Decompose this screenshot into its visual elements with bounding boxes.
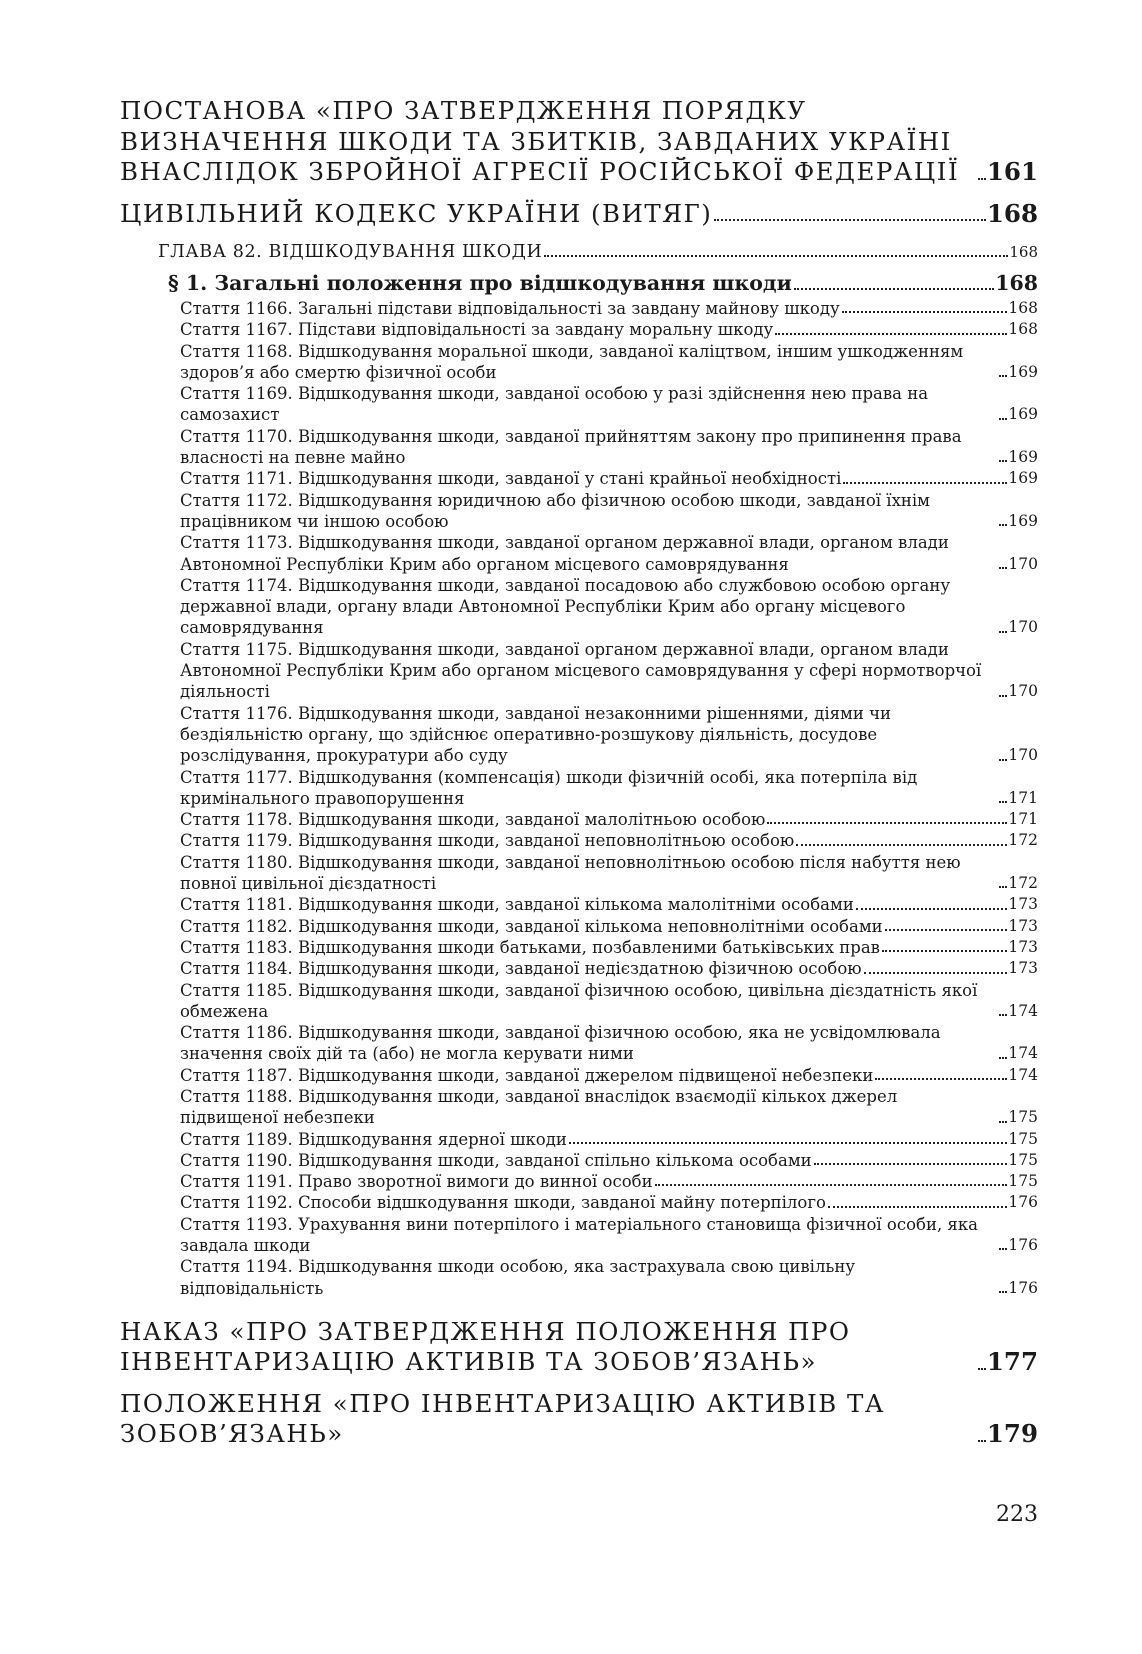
dot-leader	[999, 1056, 1007, 1059]
toc-entry-page: 169	[1008, 362, 1038, 381]
toc-entry-title: Стаття 1178. Відшкодування шкоди, завданої малолітньою особою	[180, 810, 766, 830]
toc-entry-regulation[interactable]	[120, 1389, 1038, 1450]
toc-entry-title: ПОСТАНОВА «ПРО ЗАТВЕРДЖЕННЯ ПОРЯДКУ ВИЗНАЧЕННЯ ШКОДИ ТА ЗБИТКІВ, ЗАВДАНИХ УКРАЇНІ ВНАСЛІДОК ЗБРОЙНОЇ АГРЕСІЇ РОСІЙСЬКОЇ ФЕДЕРАЦІЇ	[120, 96, 960, 186]
toc-entry-page: 176	[1008, 1193, 1038, 1212]
toc-entry-page: 161	[986, 157, 1038, 186]
toc-entry-title: Стаття 1184. Відшкодування шкоди, завданої недієздатною фізичною особою	[180, 959, 862, 979]
dot-leader	[856, 907, 1008, 910]
toc-entry-title: Стаття 1173. Відшкодування шкоди, завданої органом державної влади, органом влади Автономної Республіки Крим або органом місцевого самоврядування	[180, 533, 949, 574]
toc-entry-title: Стаття 1181. Відшкодування шкоди, завданої кількома малолітніми особами	[180, 895, 854, 915]
dot-leader	[569, 1141, 1008, 1144]
dot-leader	[794, 287, 994, 290]
dot-leader	[714, 218, 986, 221]
toc-entry-section-1[interactable]	[168, 268, 1038, 298]
dot-leader	[978, 1367, 986, 1370]
toc-entry-title: ПОЛОЖЕННЯ «ПРО ІНВЕНТАРИЗАЦІЮ АКТИВІВ ТА ЗОБОВ’ЯЗАНЬ»	[120, 1388, 885, 1449]
toc-entry-title: Стаття 1176. Відшкодування шкоди, завданої незаконними рішеннями, діями чи бездіяльністю органу, що здійснює оперативно-розшукову діяльність, досудове розслідування, прокуратури або суду	[180, 703, 891, 766]
toc-entry-page: 171	[1008, 788, 1038, 807]
toc-entry-title: Стаття 1172. Відшкодування юридичною або фізичною особою шкоди, завданої їхнім працівником чи іншою особою	[180, 490, 930, 531]
toc-entry-page: 176	[1008, 1236, 1038, 1255]
dot-leader	[655, 1183, 1008, 1186]
toc-entry-page: 169	[1008, 405, 1038, 424]
dot-leader	[999, 1290, 1007, 1293]
toc-entry-page: 168	[1009, 243, 1038, 261]
toc-entry-title: Стаття 1166. Загальні підстави відповідальності за завдану майнову шкоду	[180, 299, 840, 318]
toc-entry-title: Стаття 1183. Відшкодування шкоди батьками, позбавленими батьківських прав	[180, 937, 880, 957]
dot-leader	[999, 1013, 1007, 1016]
toc-entry-page: 175	[1008, 1129, 1038, 1148]
toc-entry-title: Стаття 1182. Відшкодування шкоди, завданої кількома неповнолітніми особами	[180, 916, 883, 936]
toc-entry-article[interactable]	[180, 767, 1038, 810]
toc-entry-page: 169	[1008, 469, 1038, 488]
toc-entry-article[interactable]	[180, 1214, 1038, 1257]
toc-entry-article[interactable]	[180, 1192, 1038, 1213]
toc-entry-page: 168	[986, 198, 1038, 228]
dot-leader	[767, 821, 1007, 824]
toc-entry-page: 174	[1008, 1065, 1038, 1084]
toc-entry-article[interactable]	[180, 980, 1038, 1023]
toc-entry-title: Стаття 1179. Відшкодування шкоди, завданої неповнолітньою особою	[180, 831, 795, 851]
toc-entry-title: Стаття 1167. Підстави відповідальності за завдану моральну шкоду	[180, 320, 774, 340]
toc-entry-page: 174	[1008, 1001, 1038, 1020]
toc-entry-title: Стаття 1189. Відшкодування ядерної шкоди	[180, 1129, 567, 1149]
toc-entry-title: Стаття 1171. Відшкодування шкоди, завданої у стані крайньої необхідності	[180, 469, 842, 489]
toc-entry-order[interactable]	[120, 1317, 1038, 1378]
dot-leader	[999, 523, 1007, 526]
toc-entry-page: 173	[1008, 959, 1038, 978]
toc-entry-title: Стаття 1193. Урахування вини потерпілого і матеріального становища фізичної особи, яка завдала шкоди	[180, 1214, 978, 1256]
toc-entry-article[interactable]	[180, 490, 1038, 533]
toc-entry-page: 170	[1008, 618, 1038, 637]
dot-leader	[828, 1205, 1007, 1208]
toc-entry-title: ГЛАВА 82. ВІДШКОДУВАННЯ ШКОДИ	[158, 242, 543, 262]
table-of-contents	[120, 96, 1038, 1461]
toc-entry-page: 169	[1008, 511, 1038, 530]
toc-entry-title: Стаття 1180. Відшкодування шкоди, завданої неповнолітньою особою після набуття нею повної цивільної дієздатності	[180, 852, 961, 894]
toc-entry-page: 175	[1008, 1108, 1038, 1127]
toc-entry-article[interactable]	[180, 298, 1038, 319]
toc-entry-title: Стаття 1191. Право зворотної вимоги до винної особи	[180, 1172, 653, 1192]
toc-entry-article[interactable]	[180, 830, 1038, 851]
toc-entry-article[interactable]	[180, 1065, 1038, 1086]
toc-entry-article[interactable]	[180, 639, 1038, 703]
toc-entry-page: 172	[1008, 831, 1038, 850]
page-number: 223	[996, 1502, 1038, 1527]
dot-leader	[843, 481, 1007, 484]
dot-leader	[999, 417, 1007, 420]
toc-entry-civil-code[interactable]	[120, 199, 1038, 230]
toc-entry-title: НАКАЗ «ПРО ЗАТВЕРДЖЕННЯ ПОЛОЖЕННЯ ПРО ІНВЕНТАРИЗАЦІЮ АКТИВІВ ТА ЗОБОВ’ЯЗАНЬ»	[120, 1316, 851, 1377]
dot-leader	[775, 332, 1007, 335]
toc-entry-title: Стаття 1177. Відшкодування (компенсація) шкоди фізичній особі, яка потерпіла від кримінального правопорушення	[180, 767, 918, 808]
dot-leader	[814, 1162, 1008, 1165]
toc-entry-article[interactable]	[180, 809, 1038, 830]
toc-entry-article[interactable]	[180, 852, 1038, 895]
toc-entry-title: Стаття 1186. Відшкодування шкоди, завданої фізичною особою, яка не усвідомлювала значення своїх дій та (або) не могла керувати ними	[180, 1023, 941, 1064]
toc-entry-article[interactable]	[180, 426, 1038, 469]
dot-leader	[999, 630, 1007, 633]
toc-entry-title: Стаття 1192. Способи відшкодування шкоди, завданої майну потерпілого	[180, 1193, 826, 1213]
toc-entry-chapter-82[interactable]	[158, 240, 1038, 264]
toc-entry-page: 168	[995, 271, 1038, 295]
dot-leader	[999, 800, 1007, 803]
dot-leader	[544, 254, 1008, 257]
dot-leader	[999, 694, 1007, 697]
toc-entry-article[interactable]	[180, 1171, 1038, 1192]
dot-leader	[999, 566, 1007, 569]
toc-entry-article[interactable]	[180, 1022, 1038, 1065]
toc-entry-title: Стаття 1187. Відшкодування шкоди, завданої джерелом підвищеної небезпеки	[180, 1065, 874, 1085]
dot-leader	[999, 459, 1007, 462]
toc-entry-page: 168	[1008, 320, 1038, 339]
toc-entry-page: 179	[986, 1419, 1038, 1449]
dot-leader	[999, 1247, 1007, 1250]
toc-entry-title: § 1. Загальні положення про відшкодування шкоди	[168, 271, 792, 295]
toc-entry-resolution[interactable]	[120, 96, 1038, 188]
toc-entry-page: 176	[1008, 1278, 1038, 1297]
dot-leader	[842, 310, 1008, 313]
toc-entry-title: ЦИВІЛЬНИЙ КОДЕКС УКРАЇНИ (ВИТЯГ)	[120, 198, 713, 228]
dot-leader	[978, 177, 986, 180]
toc-entry-page: 175	[1008, 1172, 1038, 1191]
toc-entry-page: 170	[1008, 746, 1038, 765]
dot-leader	[999, 758, 1007, 761]
toc-entry-page: 174	[1008, 1044, 1038, 1063]
toc-entry-page: 172	[1008, 874, 1038, 893]
toc-entry-article[interactable]	[180, 575, 1038, 639]
toc-entry-article[interactable]	[180, 916, 1038, 937]
toc-entry-article[interactable]	[180, 532, 1038, 575]
toc-entry-article[interactable]	[180, 468, 1038, 489]
toc-entry-article[interactable]	[180, 1129, 1038, 1150]
toc-entry-title: Стаття 1190. Відшкодування шкоди, завданої спільно кількома особами	[180, 1150, 812, 1170]
toc-entry-title: Стаття 1168. Відшкодування моральної шкоди, завданої каліцтвом, іншим ушкодженням здоров’я або смертю фізичної особи	[180, 341, 964, 382]
toc-entry-title: Стаття 1188. Відшкодування шкоди, завданої внаслідок взаємодії кількох джерел підвищеної небезпеки	[180, 1086, 898, 1128]
toc-entry-article[interactable]	[180, 958, 1038, 979]
dot-leader	[999, 885, 1007, 888]
dot-leader	[796, 843, 1007, 846]
toc-entry-title: Стаття 1175. Відшкодування шкоди, завданої органом державної влади, органом влади Автономної Республіки Крим або органом місцевого самоврядування у сфері нормотворчої діяльності	[180, 639, 982, 702]
toc-entry-page: 175	[1008, 1150, 1038, 1169]
dot-leader	[885, 928, 1008, 931]
toc-entry-article[interactable]	[180, 937, 1038, 958]
toc-entry-title: Стаття 1194. Відшкодування шкоди особою, яка застрахувала свою цивільну відповідальність	[180, 1257, 856, 1298]
toc-entry-page: 173	[1008, 916, 1038, 935]
toc-entry-page: 170	[1008, 554, 1038, 573]
dot-leader	[978, 1439, 986, 1442]
toc-entry-page: 177	[986, 1347, 1038, 1377]
toc-entry-article[interactable]	[180, 383, 1038, 426]
toc-entry-article[interactable]	[180, 1086, 1038, 1129]
toc-entry-page: 171	[1008, 810, 1038, 829]
dot-leader	[999, 374, 1007, 377]
toc-entry-title: Стаття 1170. Відшкодування шкоди, завданої прийняттям закону про припинення права власності на певне майно	[180, 426, 962, 468]
toc-entry-page: 170	[1008, 682, 1038, 701]
dot-leader	[864, 971, 1008, 974]
toc-entry-article[interactable]	[180, 341, 1038, 384]
toc-entry-article[interactable]	[180, 319, 1038, 340]
article-list	[120, 298, 1038, 1299]
toc-entry-page: 168	[1008, 299, 1038, 317]
toc-entry-title: Стаття 1174. Відшкодування шкоди, завданої посадовою або службовою особою органу державної влади, органу влади Автономної Республіки Крим або органу місцевого самоврядування	[180, 575, 951, 638]
toc-entry-article[interactable]	[180, 894, 1038, 915]
toc-entry-page: 169	[1008, 448, 1038, 467]
toc-entry-page: 173	[1008, 895, 1038, 914]
toc-entry-article[interactable]	[180, 1256, 1038, 1299]
dot-leader	[999, 1120, 1007, 1123]
toc-entry-article[interactable]	[180, 1150, 1038, 1171]
dot-leader	[882, 949, 1007, 952]
dot-leader	[875, 1077, 1007, 1080]
toc-entry-title: Стаття 1185. Відшкодування шкоди, завданої фізичною особою, цивільна дієздатність якої обмежена	[180, 980, 978, 1021]
toc-entry-title: Стаття 1169. Відшкодування шкоди, завданої особою у разі здійснення нею права на самозахист	[180, 384, 929, 425]
toc-entry-page: 173	[1008, 937, 1038, 956]
toc-entry-article[interactable]	[180, 703, 1038, 767]
